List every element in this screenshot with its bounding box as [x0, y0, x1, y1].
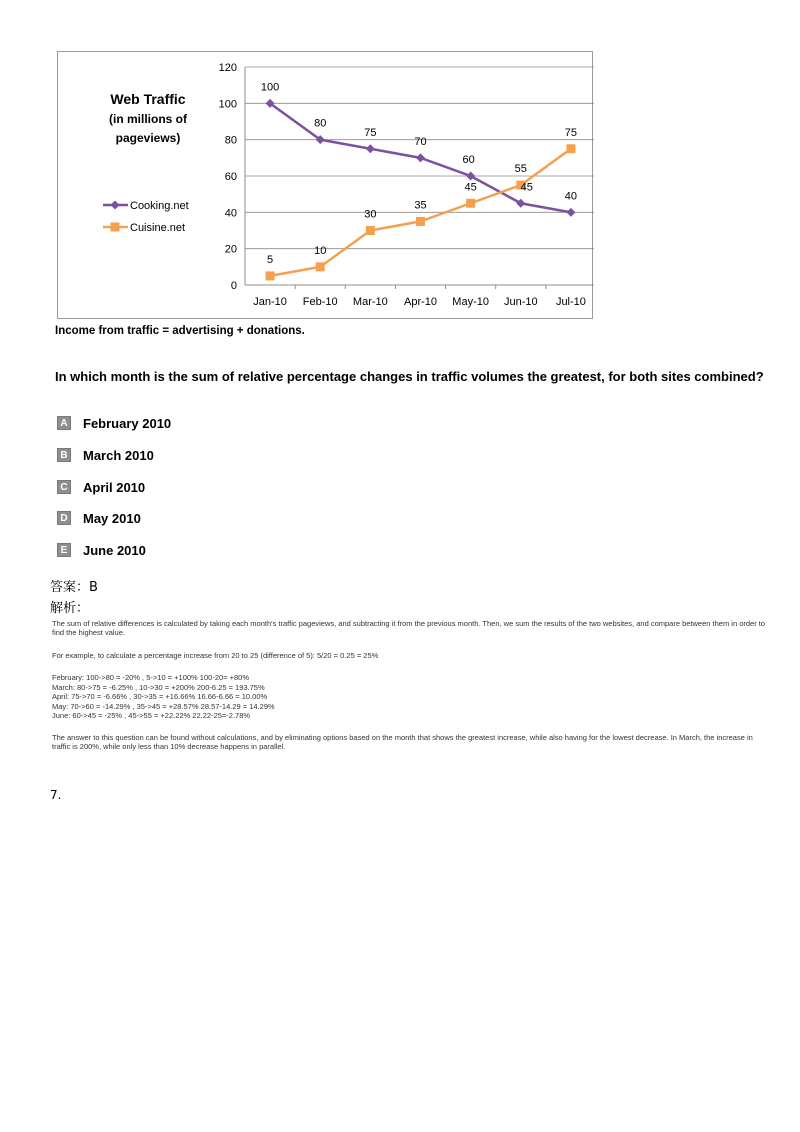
- option-a-letter: A: [57, 416, 71, 430]
- data-label-Cuisine.net-Apr-10: 35: [414, 199, 427, 212]
- line-chart-svg: [58, 52, 594, 320]
- x-tick-label-May-10: May-10: [452, 296, 489, 308]
- x-tick-label-Mar-10: Mar-10: [352, 296, 388, 308]
- data-label-Cooking.net-Apr-10: 70: [414, 135, 427, 148]
- point-Cuisine.net-Feb-10: [316, 262, 325, 271]
- option-e-text: June 2010: [83, 542, 146, 558]
- explanation-paragraph-3: The answer to this question can be found without calculations, and by eliminating options based on the month that shows the greatest increase, while also having for the lowest decrease. In March, the increase in traffic is 200%, while only less than 10% decrease happens in parallel.: [52, 733, 753, 751]
- question-number: 7.: [50, 788, 62, 802]
- calc-line-march: March: 80->75 = -6.25% , 10->30 = +200% 200-6.25 = 193.75%: [52, 682, 265, 692]
- point-Cuisine.net-Mar-10: [366, 226, 375, 235]
- point-Cuisine.net-Apr-10: [416, 217, 425, 226]
- point-Cooking.net-Jun-10: [516, 199, 525, 208]
- legend-marker-Cooking.net: [111, 201, 120, 210]
- question-text: In which month is the sum of relative percentage changes in traffic volumes the greatest, for both sites combined?: [55, 369, 764, 384]
- calc-line-april: April: 75->70 = -6.66% , 30->35 = +16.66% 16.66-6.66 = 10.00%: [52, 692, 268, 701]
- point-Cuisine.net-May-10: [466, 199, 475, 208]
- chart-subtitle-0: (in millions of: [109, 112, 187, 126]
- option-e-letter: E: [57, 543, 71, 557]
- calc-line-february: February: 100->80 = -20% , 5->10 = +100% 100-20= +80%: [52, 673, 250, 682]
- calc-line-june: June: 60->45 = -25% , 45->55 = +22.22% 22.22-25=-2.78%: [52, 711, 251, 720]
- option-a[interactable]: [57, 414, 171, 432]
- legend-label-Cooking.net: Cooking.net: [130, 200, 189, 212]
- data-label-Cuisine.net-Feb-10: 10: [314, 244, 327, 257]
- option-c-letter: C: [57, 480, 71, 494]
- data-label-Cooking.net-May-10: 60: [462, 154, 475, 166]
- data-label-Cuisine.net-Mar-10: 30: [364, 208, 377, 221]
- x-tick-label-Apr-10: Apr-10: [403, 296, 438, 308]
- y-tick-label-100: 100: [218, 98, 237, 111]
- option-c[interactable]: [57, 478, 145, 496]
- data-label-Cooking.net-Feb-10: 80: [314, 117, 327, 130]
- option-d-letter: D: [57, 511, 71, 525]
- analysis-label: 解析：: [50, 601, 90, 616]
- y-tick-label-60: 60: [224, 171, 237, 183]
- point-Cooking.net-Apr-10: [416, 153, 425, 162]
- chart-caption: Income from traffic = advertising + donations.: [55, 325, 305, 337]
- y-tick-label-20: 20: [224, 243, 237, 256]
- option-b[interactable]: [57, 446, 154, 464]
- option-a-text: February 2010: [83, 415, 172, 431]
- data-label-Cuisine.net-Jun-10: 55: [514, 163, 527, 176]
- x-tick-label-Jul-10: Jul-10: [555, 296, 586, 308]
- y-tick-label-0: 0: [230, 280, 237, 292]
- option-d-text: May 2010: [83, 510, 141, 526]
- y-tick-label-80: 80: [224, 134, 237, 147]
- option-c-text: April 2010: [83, 479, 146, 495]
- explanation-paragraph-2: For example, to calculate a percentage increase from 20 to 25 (difference of 5): 5/20 = 0.25 = 25%: [52, 651, 379, 660]
- data-label-Cooking.net-Jun-10: 45: [520, 181, 533, 194]
- legend-label-Cuisine.net: Cuisine.net: [130, 222, 186, 234]
- point-Cuisine.net-Jan-10: [266, 271, 275, 280]
- y-tick-label-40: 40: [224, 207, 237, 220]
- data-label-Cuisine.net-Jul-10: 75: [564, 126, 578, 139]
- data-label-Cooking.net-Jan-10: 100: [260, 81, 280, 94]
- x-tick-label-Jan-10: Jan-10: [253, 296, 287, 308]
- option-b-letter: B: [57, 448, 71, 462]
- x-tick-label-Feb-10: Feb-10: [302, 296, 338, 308]
- point-Cooking.net-Jul-10: [566, 208, 575, 217]
- calculation-lines: [52, 673, 275, 721]
- data-label-Cooking.net-Mar-10: 75: [364, 126, 377, 139]
- chart-subtitle-1: pageviews): [115, 131, 181, 145]
- y-tick-label-120: 120: [218, 62, 237, 74]
- option-e[interactable]: [57, 541, 146, 559]
- data-label-Cuisine.net-Jan-10: 5: [267, 253, 274, 266]
- point-Cuisine.net-Jul-10: [566, 144, 575, 153]
- data-label-Cuisine.net-May-10: 45: [464, 181, 477, 194]
- x-tick-label-Jun-10: Jun-10: [503, 296, 538, 308]
- option-b-text: March 2010: [83, 447, 154, 463]
- data-label-Cooking.net-Jul-10: 40: [564, 190, 578, 203]
- point-Cooking.net-May-10: [466, 172, 475, 181]
- web-traffic-chart: [57, 51, 593, 319]
- answer-line: 答案：B: [50, 580, 98, 595]
- explanation-paragraph-1: The sum of relative differences is calculated by taking each month's traffic pageviews, and subtracting it from the previous month. Then, we sum the results of the two websites, and compare between them in order to find the highest value.: [52, 619, 766, 637]
- point-Cooking.net-Mar-10: [366, 144, 375, 153]
- option-d[interactable]: [57, 509, 141, 527]
- calc-line-may: May: 70->60 = -14.29% , 35->45 = +28.57% 28.57-14.29 = 14.29%: [52, 701, 275, 711]
- chart-title: Web Traffic: [110, 91, 186, 107]
- legend-marker-Cuisine.net: [111, 223, 120, 232]
